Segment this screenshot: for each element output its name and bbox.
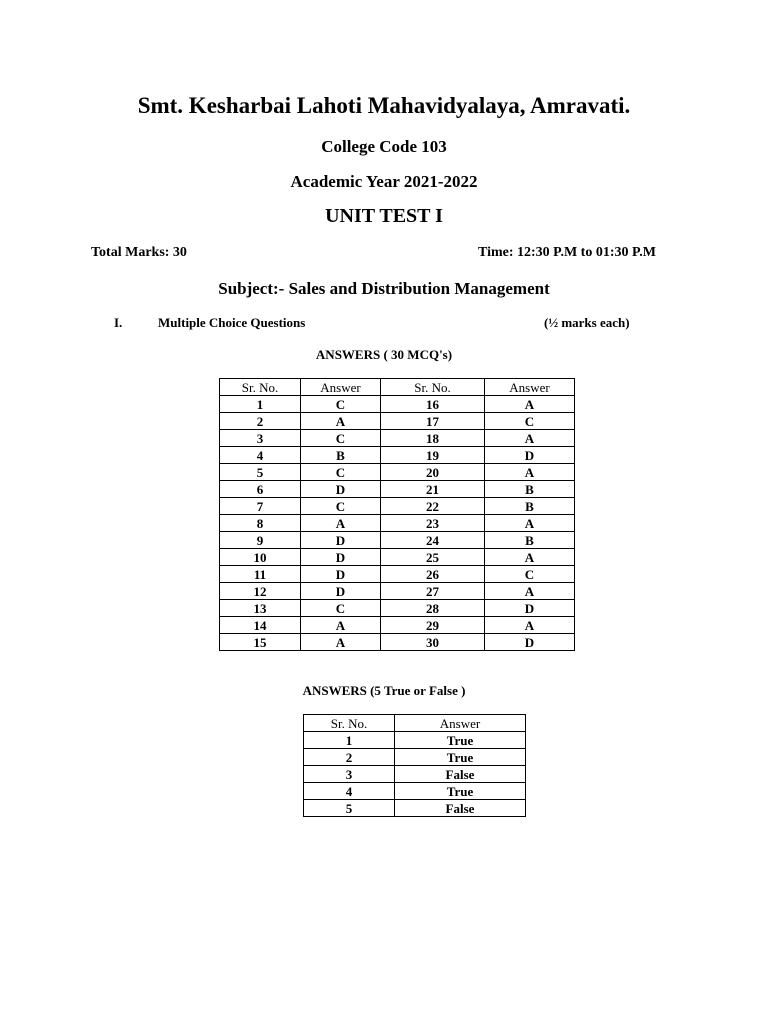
table-cell: D	[301, 566, 381, 583]
table-cell: 5	[304, 800, 395, 817]
table-row	[304, 732, 526, 749]
table-row	[220, 430, 575, 447]
mcq-answers-heading: ANSWERS ( 30 MCQ's)	[315, 347, 453, 362]
table-cell: D	[485, 634, 575, 651]
table-cell: B	[485, 532, 575, 549]
table-cell: 3	[220, 430, 301, 447]
table-cell: 14	[220, 617, 301, 634]
academic-year: Academic Year 2021-2022	[290, 172, 478, 191]
column-header: Sr. No.	[220, 379, 301, 396]
table-row	[220, 464, 575, 481]
table-cell: True	[395, 749, 526, 766]
table-cell: A	[301, 634, 381, 651]
table-cell: A	[485, 430, 575, 447]
table-row	[304, 766, 526, 783]
column-header: Sr. No.	[304, 715, 395, 732]
table-row	[304, 783, 526, 800]
table-cell: D	[301, 583, 381, 600]
table-cell: 21	[381, 481, 485, 498]
table-cell: 24	[381, 532, 485, 549]
table-cell: 16	[381, 396, 485, 413]
table-cell: 4	[304, 783, 395, 800]
table-cell: D	[485, 600, 575, 617]
table-cell: A	[485, 464, 575, 481]
table-row	[220, 413, 575, 430]
table-cell: B	[485, 498, 575, 515]
table-row	[220, 634, 575, 651]
table-cell: 3	[304, 766, 395, 783]
table-cell: C	[301, 464, 381, 481]
table-row	[220, 566, 575, 583]
table-cell: 13	[220, 600, 301, 617]
table-header-row	[304, 715, 526, 732]
table-cell: 1	[220, 396, 301, 413]
mcq-answers-table	[219, 378, 575, 651]
table-cell: 29	[381, 617, 485, 634]
table-cell: 1	[304, 732, 395, 749]
true-false-answers-heading: ANSWERS (5 True or False )	[302, 683, 466, 698]
column-header: Answer	[301, 379, 381, 396]
college-code: College Code 103	[321, 137, 447, 156]
test-title: UNIT TEST I	[325, 205, 443, 227]
table-cell: 8	[220, 515, 301, 532]
table-cell: 2	[304, 749, 395, 766]
table-row	[304, 800, 526, 817]
table-cell: C	[485, 413, 575, 430]
table-cell: 15	[220, 634, 301, 651]
table-cell: True	[395, 732, 526, 749]
table-cell: C	[301, 600, 381, 617]
table-cell: A	[485, 396, 575, 413]
section-number: I.	[114, 315, 123, 330]
table-cell: 6	[220, 481, 301, 498]
table-cell: 5	[220, 464, 301, 481]
table-cell: 25	[381, 549, 485, 566]
true-false-answers-table	[303, 714, 526, 817]
table-cell: 17	[381, 413, 485, 430]
table-row	[220, 515, 575, 532]
table-cell: C	[485, 566, 575, 583]
table-cell: 2	[220, 413, 301, 430]
table-cell: A	[485, 515, 575, 532]
table-cell: 4	[220, 447, 301, 464]
table-row	[220, 396, 575, 413]
table-cell: False	[395, 800, 526, 817]
table-cell: 28	[381, 600, 485, 617]
table-row	[220, 447, 575, 464]
table-row	[304, 749, 526, 766]
table-cell: 20	[381, 464, 485, 481]
table-cell: D	[301, 481, 381, 498]
table-cell: 19	[381, 447, 485, 464]
table-cell: True	[395, 783, 526, 800]
table-cell: 23	[381, 515, 485, 532]
table-row	[220, 600, 575, 617]
table-cell: D	[301, 532, 381, 549]
table-cell: 30	[381, 634, 485, 651]
table-cell: D	[301, 549, 381, 566]
table-cell: C	[301, 430, 381, 447]
exam-time: Time: 12:30 P.M to 01:30 P.M	[478, 245, 656, 260]
table-cell: A	[485, 617, 575, 634]
table-row	[220, 498, 575, 515]
subject-title: Subject:- Sales and Distribution Management	[218, 279, 550, 298]
column-header: Answer	[395, 715, 526, 732]
table-cell: A	[301, 413, 381, 430]
table-cell: 12	[220, 583, 301, 600]
table-cell: B	[301, 447, 381, 464]
section-marks: (½ marks each)	[544, 315, 630, 330]
table-cell: B	[485, 481, 575, 498]
table-row	[220, 617, 575, 634]
table-cell: False	[395, 766, 526, 783]
total-marks: Total Marks: 30	[91, 245, 187, 260]
column-header: Answer	[485, 379, 575, 396]
table-cell: D	[485, 447, 575, 464]
table-cell: 10	[220, 549, 301, 566]
table-row	[220, 481, 575, 498]
table-header-row	[220, 379, 575, 396]
table-cell: 9	[220, 532, 301, 549]
table-cell: 22	[381, 498, 485, 515]
table-cell: 11	[220, 566, 301, 583]
table-row	[220, 583, 575, 600]
table-cell: C	[301, 396, 381, 413]
table-cell: 7	[220, 498, 301, 515]
column-header: Sr. No.	[381, 379, 485, 396]
table-cell: A	[301, 515, 381, 532]
college-name: Smt. Kesharbai Lahoti Mahavidyalaya, Amravati.	[137, 93, 631, 118]
table-cell: A	[485, 549, 575, 566]
table-cell: 27	[381, 583, 485, 600]
table-row	[220, 549, 575, 566]
table-cell: 26	[381, 566, 485, 583]
table-row	[220, 532, 575, 549]
table-cell: C	[301, 498, 381, 515]
section-label: Multiple Choice Questions	[158, 315, 306, 330]
table-cell: 18	[381, 430, 485, 447]
table-cell: A	[485, 583, 575, 600]
table-cell: A	[301, 617, 381, 634]
